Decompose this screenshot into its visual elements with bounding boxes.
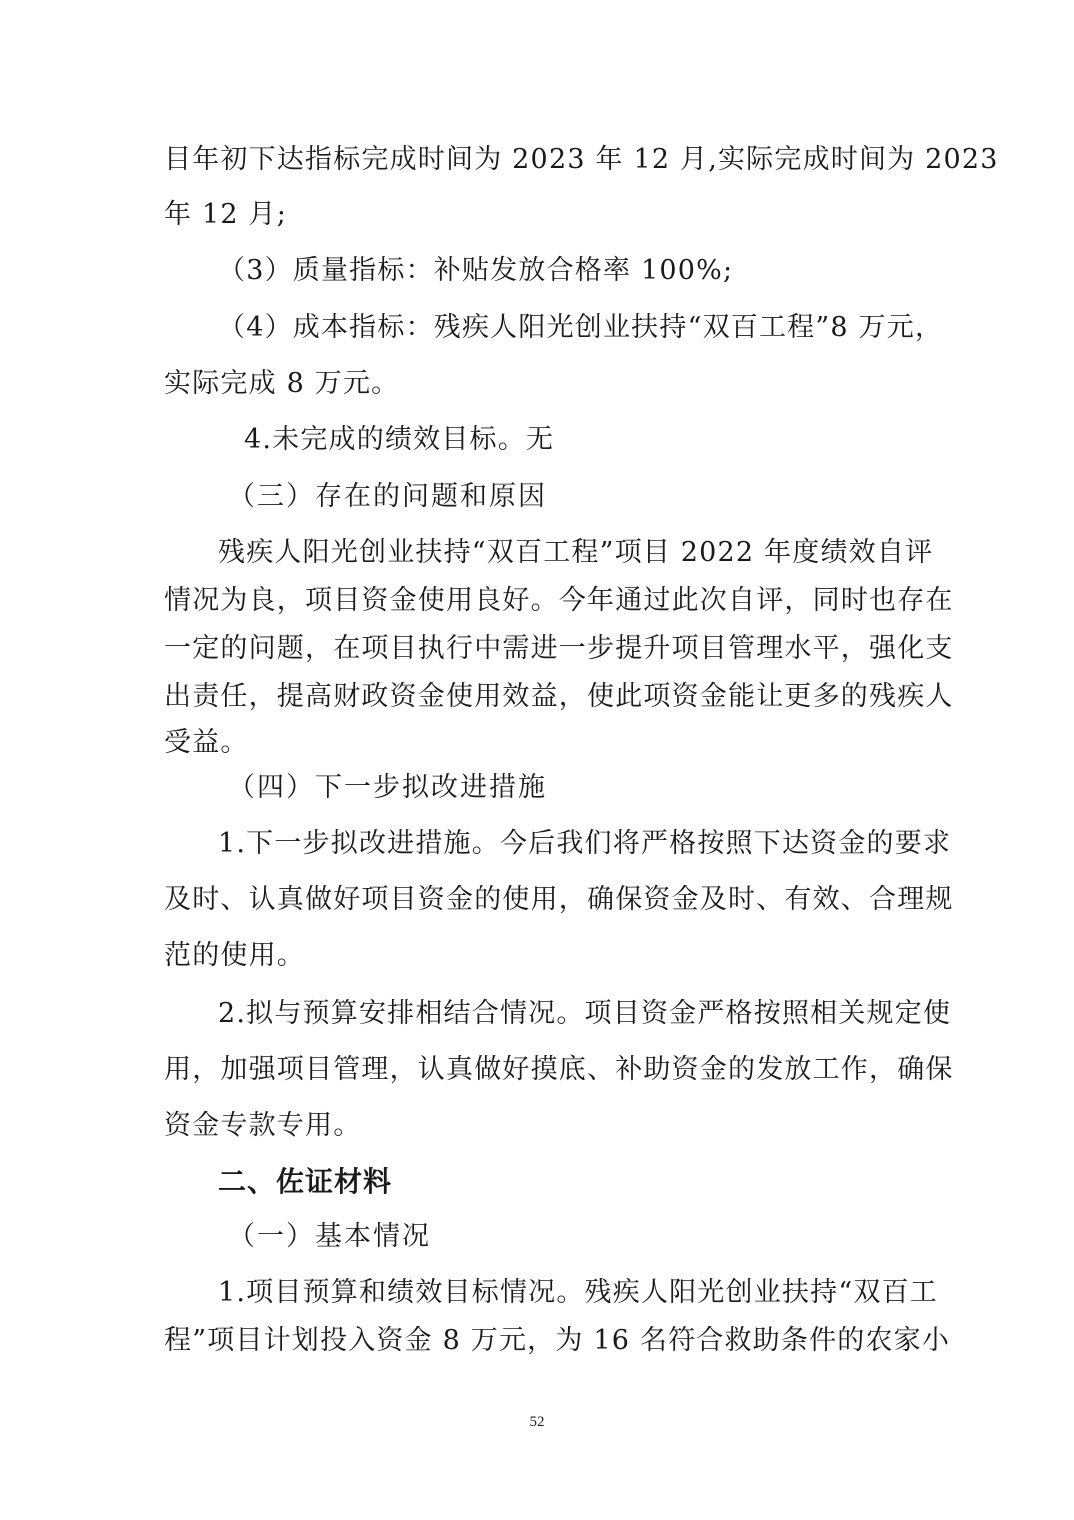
- paragraph-line: 目年初下达指标完成时间为 2023 年 12 月,实际完成时间为 2023: [164, 144, 999, 175]
- paragraph-line: 一定的问题，在项目执行中需进一步提升项目管理水平，强化支: [164, 633, 954, 664]
- paragraph-line: 残疾人阳光创业扶持“双百工程”项目 2022 年度绩效自评: [218, 537, 934, 568]
- page-number: 52: [529, 1414, 545, 1430]
- paragraph-line: 2.拟与预算安排相结合情况。项目资金严格按照相关规定使: [218, 998, 952, 1029]
- list-item-quality: （3）质量指标：补贴发放合格率 100%;: [218, 255, 734, 286]
- paragraph-line: 年 12 月;: [164, 199, 288, 230]
- section-heading-problems: （三）存在的问题和原因: [228, 481, 547, 512]
- paragraph-line: 情况为良，项目资金使用良好。今年通过此次自评，同时也存在: [164, 585, 954, 616]
- section-heading-improvements: （四）下一步拟改进措施: [228, 772, 547, 803]
- section-heading-basic-info: （一）基本情况: [228, 1221, 431, 1252]
- paragraph-line: 及时、认真做好项目资金的使用，确保资金及时、有效、合理规: [164, 884, 954, 915]
- paragraph-line: 1.项目预算和绩效目标情况。残疾人阳光创业扶持“双百工: [218, 1277, 938, 1308]
- paragraph-line: 用，加强项目管理，认真做好摸底、补助资金的发放工作，确保: [164, 1054, 954, 1085]
- section-heading-evidence: 二、佐证材料: [218, 1165, 393, 1198]
- paragraph-line: 1.下一步拟改进措施。今后我们将严格按照下达资金的要求: [218, 828, 952, 859]
- list-item-cost: （4）成本指标：残疾人阳光创业扶持“双百工程”8 万元，: [218, 312, 944, 343]
- paragraph-line: 实际完成 8 万元。: [164, 368, 400, 399]
- paragraph-line: 范的使用。: [164, 940, 305, 971]
- paragraph-line: 程”项目计划投入资金 8 万元，为 16 名符合救助条件的农家小: [164, 1325, 951, 1356]
- paragraph-line: 受益。: [164, 727, 249, 758]
- paragraph-line: 出责任，提高财政资金使用效益，使此项资金能让更多的残疾人: [164, 681, 954, 712]
- paragraph-line: 资金专款专用。: [164, 1110, 362, 1141]
- unfinished-goals-line: 4.未完成的绩效目标。无: [244, 424, 555, 455]
